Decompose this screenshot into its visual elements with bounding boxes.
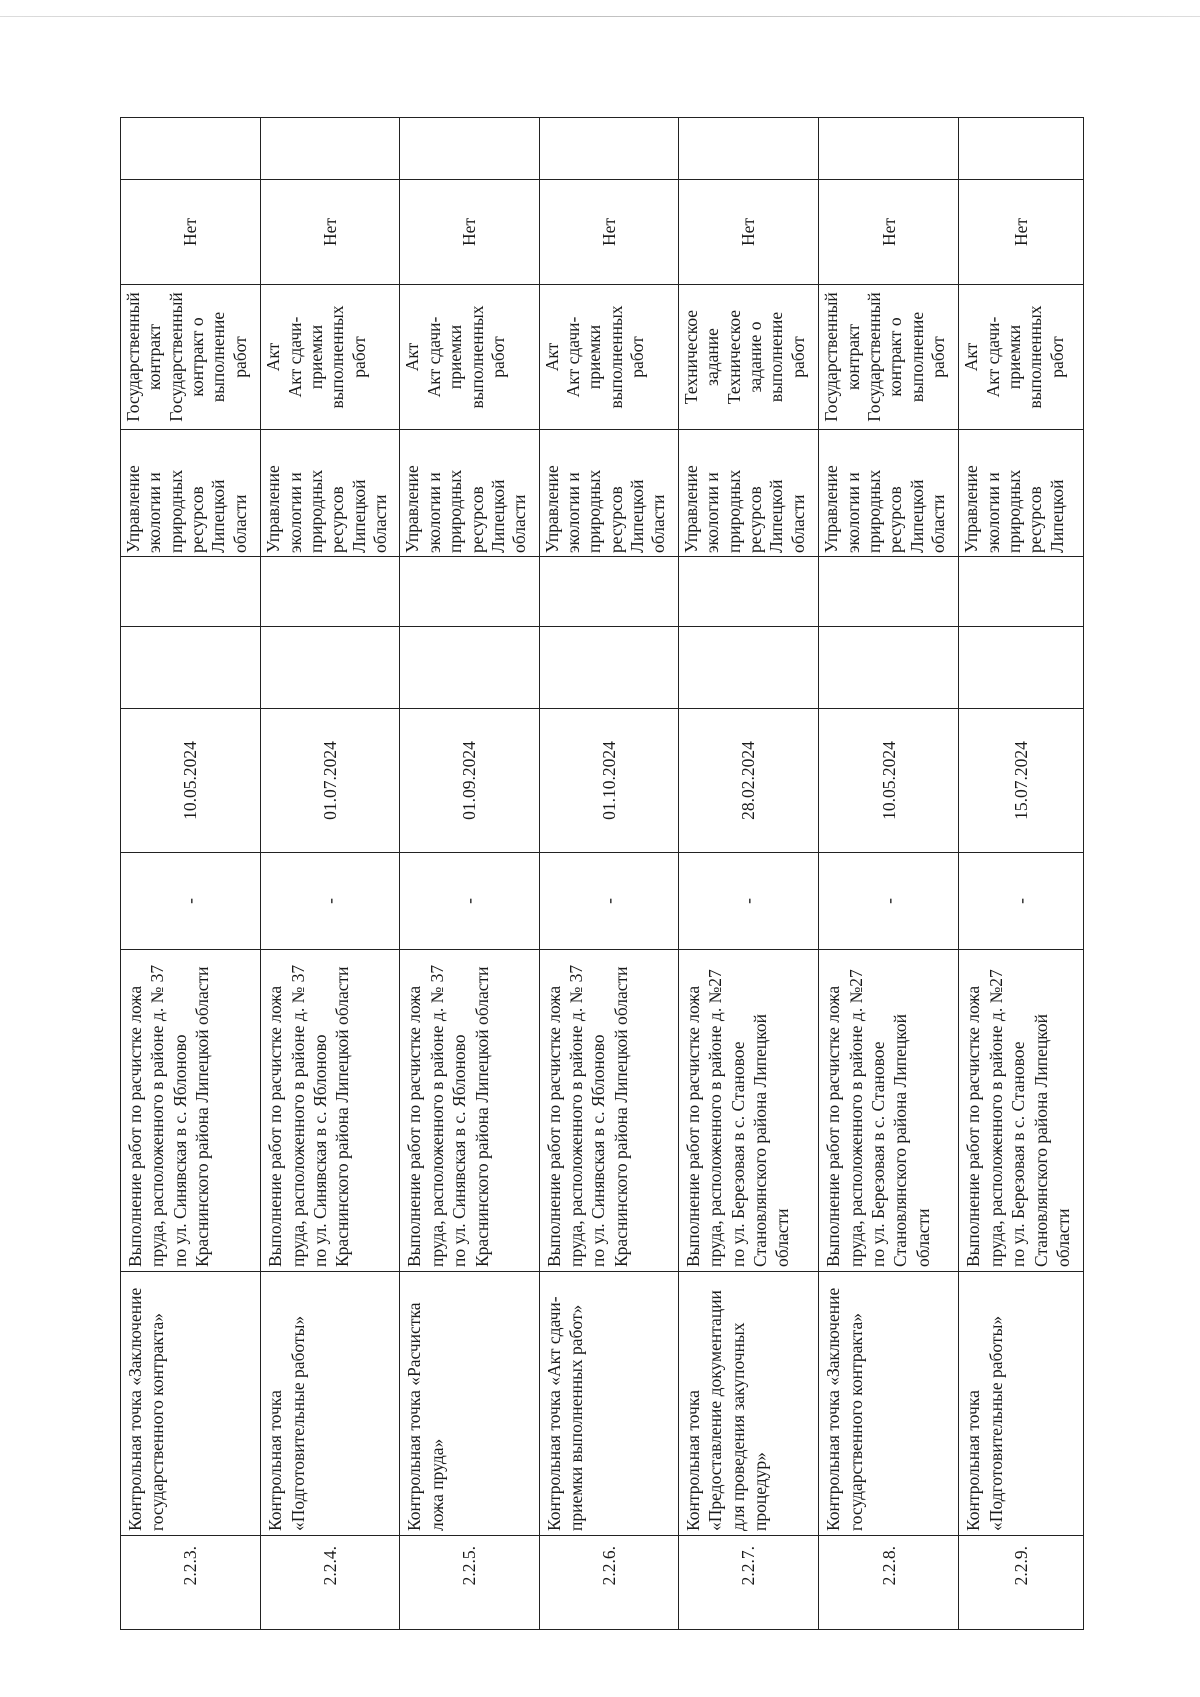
document-line: Государственный контракт о выполнение работ — [165, 292, 250, 422]
start-date: - — [678, 853, 818, 950]
end-date: 01.10.2024 — [539, 709, 678, 853]
document-line: Акт — [402, 342, 423, 372]
responsible-org: Управление экологии и природных ресурсов Липецкой области — [819, 430, 959, 557]
end-date: 10.05.2024 — [819, 709, 959, 853]
confirming-documents — [261, 285, 400, 430]
empty-cell — [678, 118, 818, 180]
start-date: - — [261, 853, 400, 950]
confirming-documents — [959, 285, 1084, 430]
control-point-name: Контрольная точка «Заключение государственного контракта» — [819, 1272, 959, 1536]
empty-cell — [959, 557, 1084, 627]
document-line: Акт сдачи-приемки выполненных работ — [563, 305, 648, 409]
empty-cell — [959, 627, 1084, 709]
responsible-org: Управление экологии и природных ресурсов Липецкой области — [121, 430, 261, 557]
start-date: - — [959, 853, 1084, 950]
end-date: 28.02.2024 — [678, 709, 818, 853]
table-row — [678, 118, 818, 1630]
document-line: Акт — [961, 342, 982, 372]
empty-cell — [819, 118, 959, 180]
rotated-table-page — [120, 118, 1084, 1630]
responsible-org: Управление экологии и природных ресурсов Липецкой области — [261, 430, 400, 557]
empty-cell — [539, 627, 678, 709]
document-line: Государственный контракт о выполнение работ — [863, 292, 948, 422]
empty-cell — [539, 118, 678, 180]
control-point-name: Контрольная точка «Акт сдачи-приемки выполненных работ» — [539, 1272, 678, 1536]
end-date: 01.09.2024 — [400, 709, 539, 853]
row-number: 2.2.9. — [959, 1536, 1084, 1630]
work-description: Выполнение работ по расчистке ложа пруда, расположенного в районе д. №27 по ул. Березовая в с. Становое Становлянского района Липецкой области — [678, 950, 818, 1272]
empty-cell — [678, 557, 818, 627]
row-number: 2.2.4. — [261, 1536, 400, 1630]
responsible-org: Управление экологии и природных ресурсов Липецкой области — [400, 430, 539, 557]
table-row — [261, 118, 400, 1630]
document-line: Государственный контракт — [821, 292, 863, 422]
table-row — [400, 118, 539, 1630]
start-date: - — [400, 853, 539, 950]
result-status: Нет — [539, 180, 678, 285]
control-point-name: Контрольная точка «Подготовительные работы» — [959, 1272, 1084, 1536]
empty-cell — [400, 627, 539, 709]
control-point-name: Контрольная точка «Расчистка ложа пруда» — [400, 1272, 539, 1536]
scan-edge-line — [0, 16, 1200, 17]
table-row — [539, 118, 678, 1630]
start-date: - — [819, 853, 959, 950]
confirming-documents — [539, 285, 678, 430]
document-line: Акт — [263, 342, 284, 372]
responsible-org: Управление экологии и природных ресурсов Липецкой области — [539, 430, 678, 557]
result-status: Нет — [819, 180, 959, 285]
document-line: Техническое задание о выполнение работ — [723, 309, 808, 405]
empty-cell — [261, 627, 400, 709]
result-status: Нет — [959, 180, 1084, 285]
responsible-org: Управление экологии и природных ресурсов Липецкой области — [678, 430, 818, 557]
row-number: 2.2.3. — [121, 1536, 261, 1630]
table-row — [121, 118, 261, 1630]
responsible-org: Управление экологии и природных ресурсов Липецкой — [959, 430, 1084, 557]
control-point-name: Контрольная точка «Заключение государственного контракта» — [121, 1272, 261, 1536]
end-date: 10.05.2024 — [121, 709, 261, 853]
empty-cell — [121, 557, 261, 627]
confirming-documents — [400, 285, 539, 430]
end-date: 15.07.2024 — [959, 709, 1084, 853]
start-date: - — [539, 853, 678, 950]
work-description: Выполнение работ по расчистке ложа пруда, расположенного в районе д. № 37 по ул. Синявская в с. Яблоново Краснинского района Липецкой области — [261, 950, 400, 1272]
empty-cell — [400, 557, 539, 627]
empty-cell — [678, 627, 818, 709]
document-line: Техническое задание — [680, 309, 723, 405]
empty-cell — [539, 557, 678, 627]
work-description: Выполнение работ по расчистке ложа пруда, расположенного в районе д. №27 по ул. Березовая в с. Становое Становлянского района Липецкой области — [819, 950, 959, 1272]
document-line: Акт сдачи-приемки выполненных работ — [284, 305, 369, 409]
control-points-table — [120, 117, 1084, 1630]
start-date: - — [121, 853, 261, 950]
end-date: 01.07.2024 — [261, 709, 400, 853]
confirming-documents — [121, 285, 261, 430]
work-description: Выполнение работ по расчистке ложа пруда, расположенного в районе д. № 37 по ул. Синявская в с. Яблоново Краснинского района Липецкой области — [121, 950, 261, 1272]
result-status: Нет — [121, 180, 261, 285]
empty-cell — [121, 627, 261, 709]
row-number: 2.2.6. — [539, 1536, 678, 1630]
work-description: Выполнение работ по расчистке ложа пруда, расположенного в районе д. № 37 по ул. Синявская в с. Яблоново Краснинского района Липецкой области — [400, 950, 539, 1272]
control-point-name: Контрольная точка «Подготовительные работы» — [261, 1272, 400, 1536]
table-body — [121, 118, 1084, 1630]
table-row — [819, 118, 959, 1630]
control-point-name: Контрольная точка «Предоставление документации для проведения закупочных процедур» — [678, 1272, 818, 1536]
empty-cell — [261, 557, 400, 627]
row-number: 2.2.5. — [400, 1536, 539, 1630]
result-status: Нет — [400, 180, 539, 285]
result-status: Нет — [678, 180, 818, 285]
table-row — [959, 118, 1084, 1630]
confirming-documents — [819, 285, 959, 430]
document-line: Акт — [541, 342, 562, 372]
empty-cell — [819, 557, 959, 627]
empty-cell — [261, 118, 400, 180]
work-description: Выполнение работ по расчистке ложа пруда, расположенного в районе д. № 37 по ул. Синявская в с. Яблоново Краснинского района Липецкой области — [539, 950, 678, 1272]
confirming-documents — [678, 285, 818, 430]
row-number: 2.2.7. — [678, 1536, 818, 1630]
document-line: Акт сдачи-приемки выполненных работ — [982, 305, 1067, 409]
document-line: Акт сдачи-приемки выполненных работ — [423, 305, 508, 409]
empty-cell — [121, 118, 261, 180]
empty-cell — [959, 118, 1084, 180]
row-number: 2.2.8. — [819, 1536, 959, 1630]
document-line: Государственный контракт — [123, 292, 165, 422]
empty-cell — [400, 118, 539, 180]
result-status: Нет — [261, 180, 400, 285]
empty-cell — [819, 627, 959, 709]
work-description: Выполнение работ по расчистке ложа пруда, расположенного в районе д. №27 по ул. Березовая в с. Становое Становлянского района Липецкой области — [959, 950, 1084, 1272]
